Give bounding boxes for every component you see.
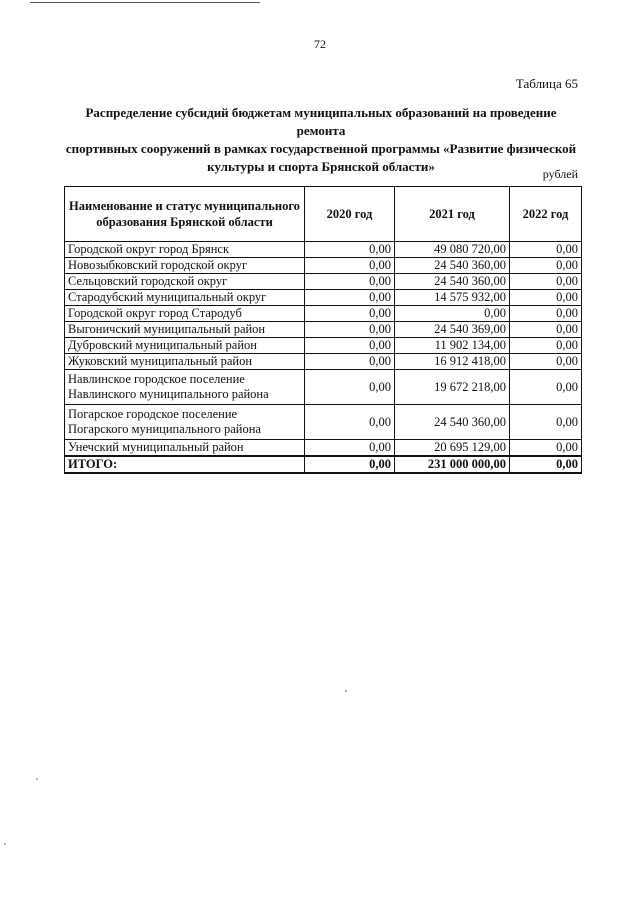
total-2022: 0,00 (510, 456, 582, 473)
row-name (65, 405, 305, 440)
row-2021: 24 540 360,00 (395, 258, 510, 274)
row-2022: 0,00 (510, 405, 582, 440)
table-row (65, 322, 582, 338)
table-row (65, 405, 582, 440)
table-row (65, 290, 582, 306)
row-2022: 0,00 (510, 306, 582, 322)
row-name (65, 370, 305, 405)
row-2022: 0,00 (510, 242, 582, 258)
title-line-1: Распределение субсидий бюджетам муниципальных образований на проведение ремонта (85, 105, 557, 138)
row-name: Городской округ город Стародуб (65, 306, 305, 322)
table-row (65, 306, 582, 322)
row-name-line-2: Навлинского муниципального района (68, 387, 269, 401)
total-label: ИТОГО: (65, 456, 305, 473)
row-2022: 0,00 (510, 274, 582, 290)
table-row (65, 258, 582, 274)
row-name: Сельцовский городской округ (65, 274, 305, 290)
row-2021: 11 902 134,00 (395, 338, 510, 354)
table-row (65, 370, 582, 405)
row-2021: 24 540 360,00 (395, 405, 510, 440)
row-2020: 0,00 (305, 242, 395, 258)
row-2022: 0,00 (510, 322, 582, 338)
header-2022: 2022 год (510, 187, 582, 242)
row-name-line-1: Погарское городское поселение (68, 407, 238, 421)
row-2020: 0,00 (305, 322, 395, 338)
scan-speck (4, 843, 6, 845)
row-2020: 0,00 (305, 258, 395, 274)
row-name: Городской округ город Брянск (65, 242, 305, 258)
row-name-line-2: Погарского муниципального района (68, 422, 261, 436)
table-row (65, 354, 582, 370)
row-name: Жуковский муниципальный район (65, 354, 305, 370)
total-2021: 231 000 000,00 (395, 456, 510, 473)
row-2022: 0,00 (510, 370, 582, 405)
table-row (65, 274, 582, 290)
row-2021: 0,00 (395, 306, 510, 322)
scan-speck (36, 778, 38, 780)
row-2022: 0,00 (510, 440, 582, 457)
row-2020: 0,00 (305, 440, 395, 457)
title-line-2: спортивных сооружений в рамках государственной программы «Развитие физической (65, 141, 577, 156)
row-2021: 14 575 932,00 (395, 290, 510, 306)
row-2020: 0,00 (305, 354, 395, 370)
row-2020: 0,00 (305, 274, 395, 290)
table-label: Таблица 65 (515, 76, 578, 91)
total-2020: 0,00 (305, 456, 395, 473)
row-2021: 24 540 369,00 (395, 322, 510, 338)
page-number: 72 (314, 37, 326, 51)
table-header-row (65, 187, 582, 242)
units-label: рублей (542, 167, 578, 181)
document-title (60, 104, 582, 176)
table-total-row (65, 456, 582, 473)
row-name: Выгоничский муниципальный район (65, 322, 305, 338)
row-2022: 0,00 (510, 338, 582, 354)
row-2021: 16 912 418,00 (395, 354, 510, 370)
table-row (65, 440, 582, 457)
row-2021: 49 080 720,00 (395, 242, 510, 258)
header-name: Наименование и статус муниципального образования Брянской области (65, 187, 305, 242)
row-2020: 0,00 (305, 290, 395, 306)
row-2021: 24 540 360,00 (395, 274, 510, 290)
row-name: Стародубский муниципальный округ (65, 290, 305, 306)
header-2021: 2021 год (395, 187, 510, 242)
scan-speck (345, 690, 347, 692)
row-2021: 20 695 129,00 (395, 440, 510, 457)
row-2020: 0,00 (305, 370, 395, 405)
subsidy-table (64, 186, 582, 474)
row-2020: 0,00 (305, 338, 395, 354)
table-row (65, 338, 582, 354)
row-2022: 0,00 (510, 290, 582, 306)
title-line-3: культуры и спорта Брянской области» (207, 159, 435, 174)
header-2020: 2020 год (305, 187, 395, 242)
row-name: Унечский муниципальный район (65, 440, 305, 457)
row-2022: 0,00 (510, 354, 582, 370)
row-2022: 0,00 (510, 258, 582, 274)
row-name-line-1: Навлинское городское поселение (68, 372, 245, 386)
row-name: Дубровский муниципальный район (65, 338, 305, 354)
row-2021: 19 672 218,00 (395, 370, 510, 405)
row-2020: 0,00 (305, 405, 395, 440)
row-2020: 0,00 (305, 306, 395, 322)
top-rule (30, 2, 260, 3)
row-name: Новозыбковский городской округ (65, 258, 305, 274)
table-row (65, 242, 582, 258)
